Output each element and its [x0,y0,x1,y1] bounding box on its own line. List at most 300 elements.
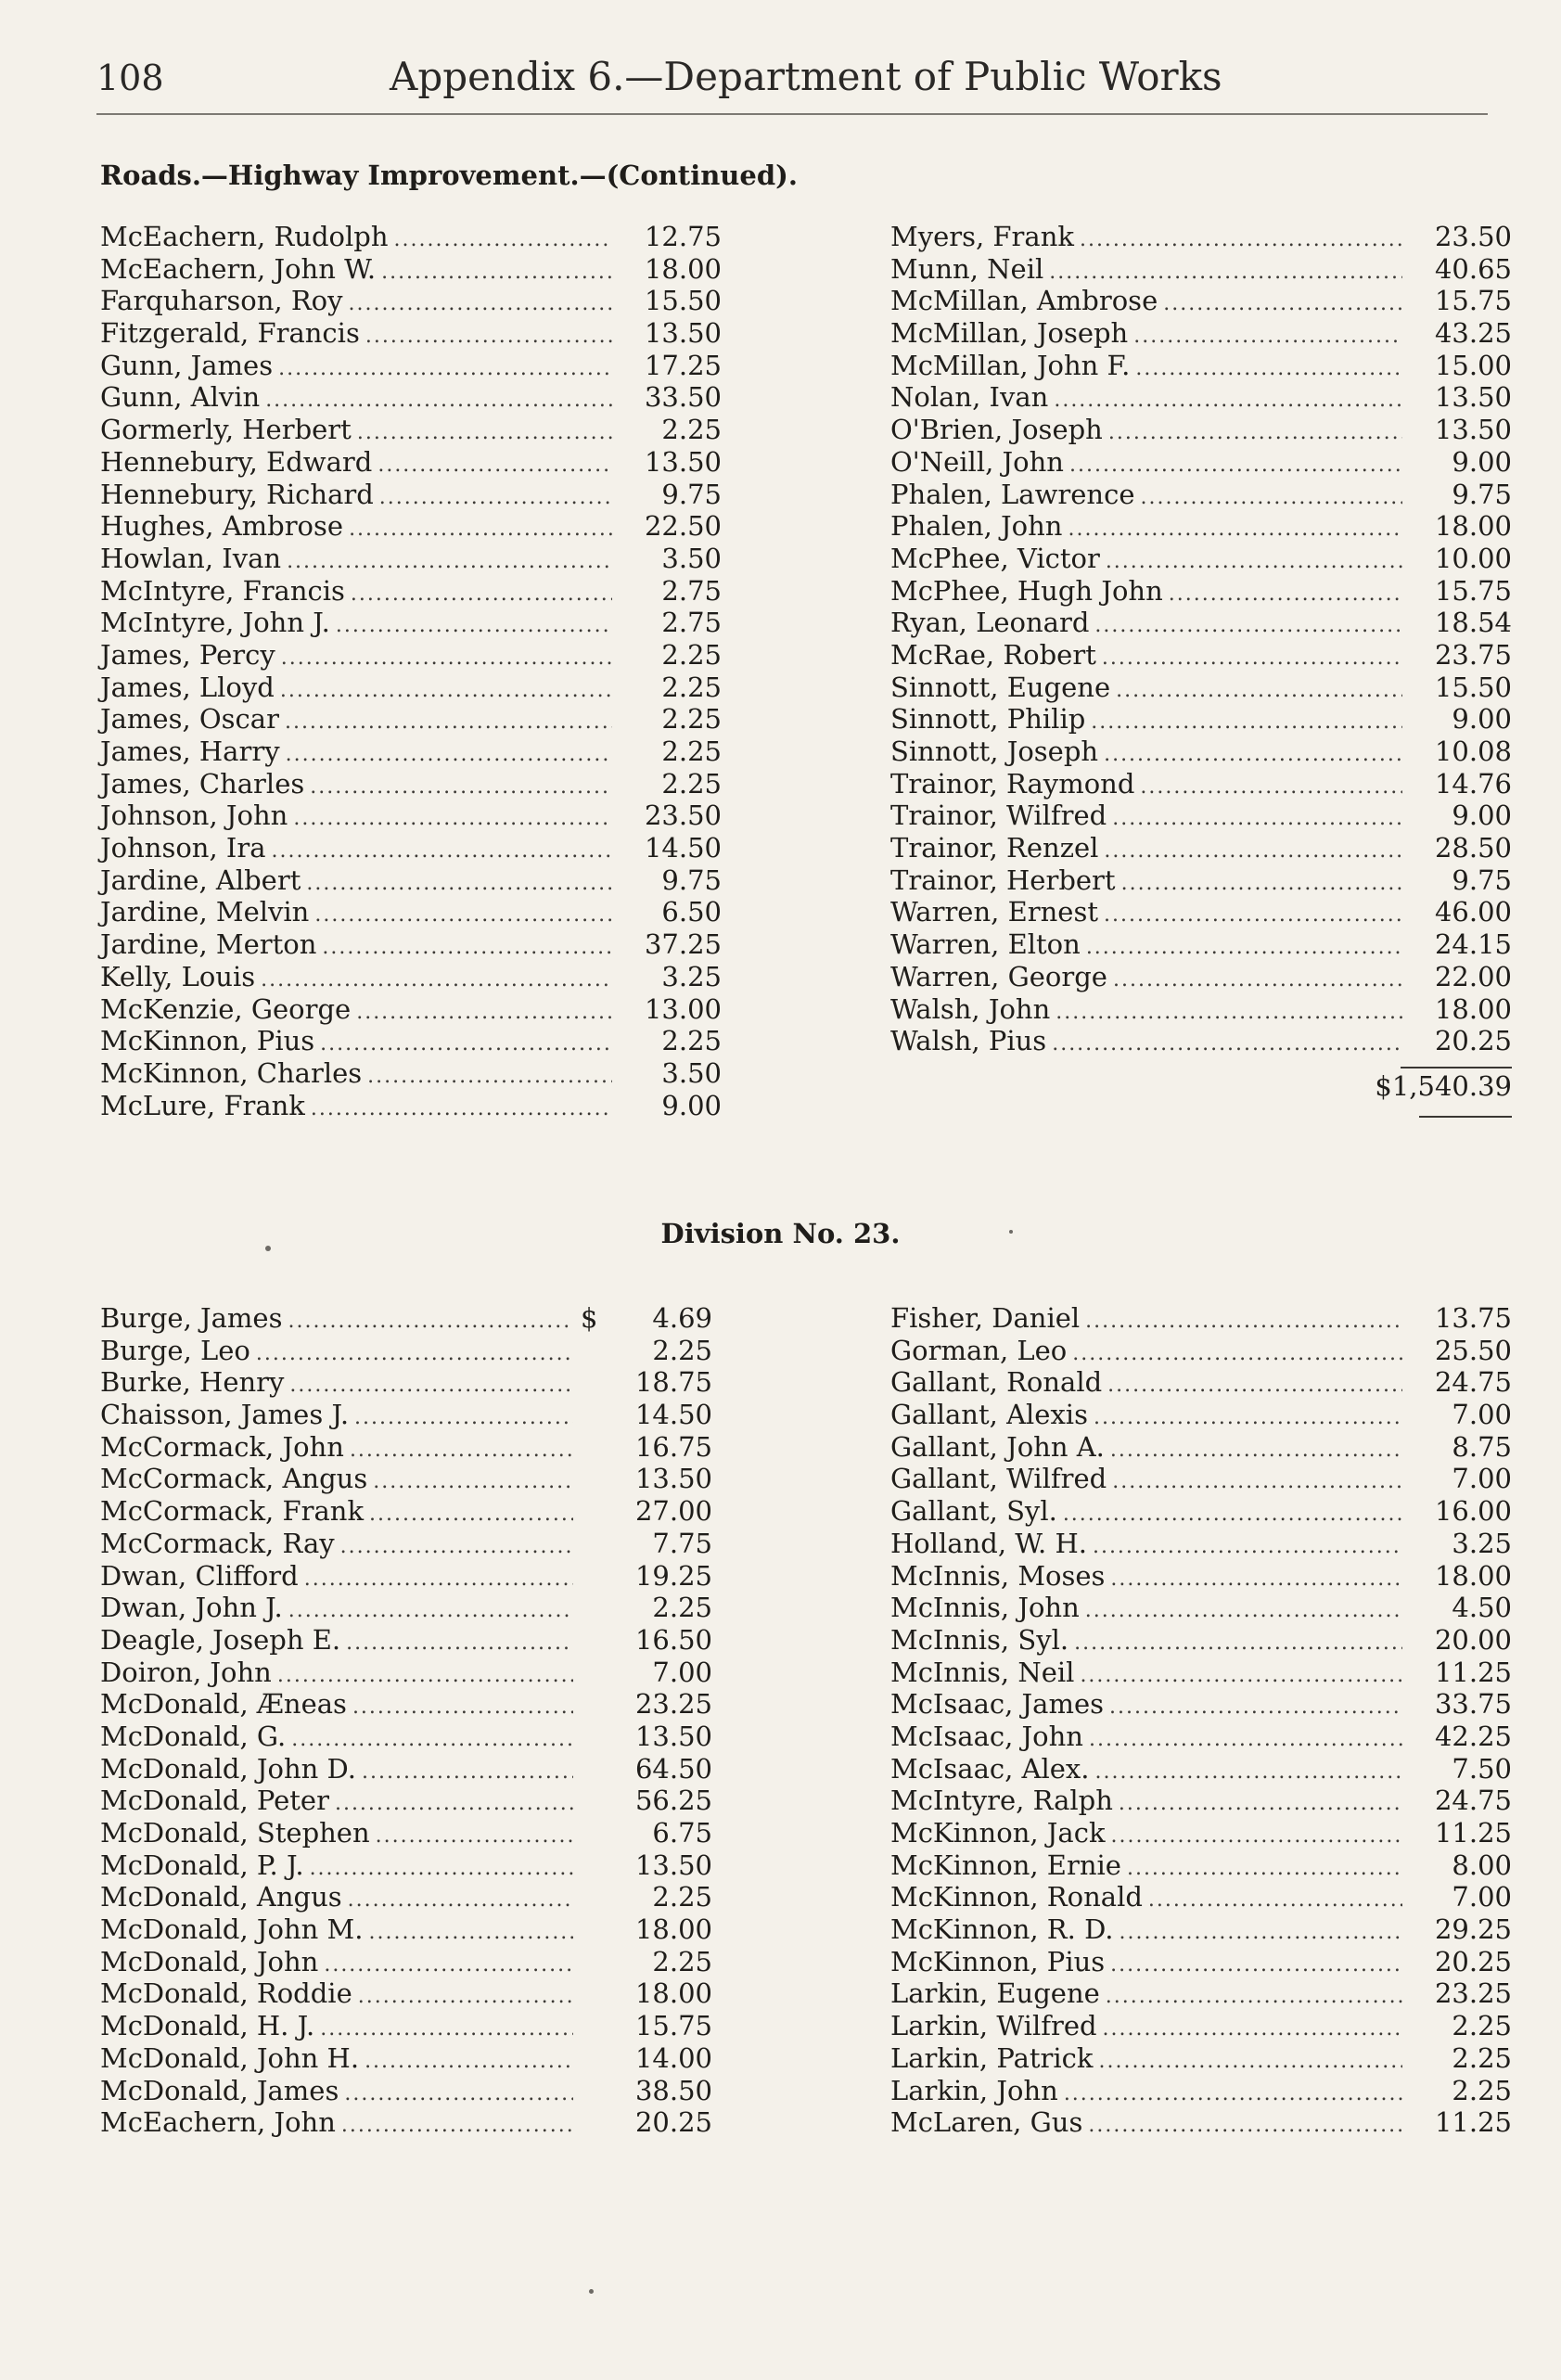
dot-leader [1094,610,1402,643]
dot-leader [381,257,612,289]
dot-leader [1103,2014,1402,2046]
payee-name: McDonald, Roddie [100,1977,352,2010]
page-number: 108 [96,58,164,98]
page-title: Appendix 6.—Department of Public Works [390,54,1222,99]
payment-amount: 2.25 [1452,2010,1512,2042]
payment-amount: 42.25 [1434,1720,1512,1752]
dot-leader [368,1917,573,1950]
payment-amount: 15.00 [1434,349,1512,381]
list-item [100,317,722,350]
payment-amount: 9.00 [1452,800,1512,832]
list-item [100,736,722,768]
payee-name: McLaren, Gus [890,2106,1083,2139]
payee-name: Fisher, Daniel [890,1302,1081,1334]
payment-amount: 13.50 [1434,381,1512,414]
payment-amount: 18.00 [1434,992,1512,1025]
payment-amount: 15.75 [1434,574,1512,607]
payee-name: McPhee, Victor [890,542,1100,574]
list-item [100,1721,712,1753]
list-item [100,1302,712,1335]
list-item [100,575,722,608]
payment-amount: 18.54 [1434,607,1512,639]
payee-name: McDonald, Stephen [100,1817,370,1849]
payment-amount: 6.75 [652,1817,712,1849]
dot-leader [349,514,612,546]
payment-amount: 2.25 [661,767,722,800]
list-item [890,2042,1512,2075]
payment-amount: 22.50 [644,510,722,543]
list-item [100,1366,712,1399]
payee-name: McKinnon, Pius [890,1945,1106,1977]
payee-name: O'Brien, Joseph [890,414,1103,446]
list-item [890,1688,1512,1721]
payee-name: Johnson, Ira [100,832,266,864]
payment-amount: 9.75 [1452,478,1512,510]
list-item [100,446,722,479]
payee-name: McDonald, John [100,1945,319,1977]
dot-leader [354,1402,573,1435]
print-speck [265,1246,271,1251]
payee-name: McDonald, John D. [100,1752,356,1785]
list-item [100,1335,712,1367]
list-item [100,2042,712,2075]
dot-leader [1109,1692,1402,1724]
dot-leader [1121,868,1402,901]
dot-leader [272,836,612,868]
dot-leader [291,1724,573,1757]
dot-leader [304,1564,573,1596]
list-item [890,1592,1512,1624]
dot-leader [1104,900,1402,932]
payee-name: Fitzgerald, Francis [100,317,360,350]
dot-leader [306,868,612,901]
payee-name: McIntyre, Ralph [890,1785,1113,1817]
payment-amount: 13.75 [1434,1302,1512,1334]
dot-leader [314,900,612,932]
payee-name: McKinnon, R. D. [890,1913,1114,1946]
list-item [100,510,722,543]
payment-amount: 28.50 [1434,832,1512,864]
dot-leader [357,417,612,450]
payee-name: McIntyre, John J. [100,607,330,639]
payee-name: McEachern, Rudolph [100,221,389,252]
payment-amount: 24.75 [1434,1366,1512,1399]
list-item [890,414,1512,446]
payee-name: McDonald, Peter [100,1785,329,1817]
payee-name: McLure, Frank [100,1089,305,1121]
list-item [890,832,1512,864]
list-item [890,672,1512,704]
payment-amount: 11.25 [1434,1817,1512,1849]
payment-amount: 13.50 [634,1720,712,1752]
dot-leader [1113,965,1402,997]
dot-leader [286,739,612,772]
list-item [100,221,722,253]
dot-leader [1086,932,1402,965]
payee-name: James, Oscar [100,703,279,736]
dot-leader [261,965,612,997]
list-item [100,2010,712,2042]
list-item [100,1946,712,1978]
list-item [890,1624,1512,1657]
dot-leader [362,1757,573,1789]
list-item [890,510,1512,543]
dot-leader [394,224,612,257]
payment-amount: 33.50 [644,381,722,414]
dot-leader [1049,257,1402,289]
list-item [100,2106,712,2139]
dot-leader [373,1466,573,1499]
payment-amount: 20.25 [1434,1025,1512,1057]
payee-name: McInnis, Neil [890,1656,1075,1688]
list-item [890,1753,1512,1785]
payee-name: Sinnott, Joseph [890,736,1099,767]
payment-amount: 29.25 [1434,1913,1512,1946]
payment-amount: 3.50 [661,1056,722,1089]
payment-amount: 11.25 [1434,2106,1512,2139]
list-item [890,703,1512,736]
list-item [890,285,1512,317]
dot-leader [288,1595,573,1628]
list-item [890,736,1512,768]
payee-name: James, Percy [100,638,275,671]
list-item [890,221,1512,253]
payee-name: McKenzie, George [100,992,352,1025]
payment-amount: 8.75 [1452,1430,1512,1463]
payee-name: McMillan, John F. [890,349,1131,381]
list-item [100,961,722,993]
list-item [100,896,722,928]
payment-amount: 23.25 [634,1688,712,1721]
list-item [890,1463,1512,1495]
dot-leader [346,1628,573,1660]
list-item [890,2075,1512,2107]
list-item [100,1399,712,1431]
dot-leader [293,803,612,836]
dot-leader [277,1660,573,1693]
payment-amount: 9.75 [661,864,722,896]
payment-amount: 43.25 [1434,317,1512,350]
dot-leader [1119,1788,1402,1821]
dot-leader [265,385,612,417]
payee-name: Larkin, Patrick [890,2041,1094,2074]
list-item [100,1057,722,1090]
payee-name: Larkin, John [890,2074,1058,2106]
payment-amount: 14.00 [634,2041,712,2074]
dot-leader [1064,2079,1402,2111]
list-item [890,1025,1512,1057]
list-item [890,543,1512,575]
list-item [890,317,1512,350]
dot-leader [289,1370,573,1402]
list-item [100,350,722,382]
list-item [100,1688,712,1721]
dot-leader [1091,707,1402,739]
payment-amount: 16.75 [634,1430,712,1463]
list-item [890,768,1512,800]
payee-name: McIsaac, James [890,1688,1104,1721]
list-item [890,446,1512,479]
payment-amount: 20.25 [1434,1945,1512,1977]
payment-amount: 4.69 [652,1302,712,1334]
payment-amount: 7.00 [1452,1881,1512,1913]
payment-amount: 23.50 [644,800,722,832]
payment-amount: 14.76 [1434,767,1512,800]
dot-leader [376,1821,573,1853]
continued-right-column [890,221,1512,1118]
payee-name: Trainor, Raymond [890,767,1135,800]
payee-name: McKinnon, Ronald [890,1881,1143,1913]
list-item [100,253,722,286]
payment-amount: 2.25 [661,1025,722,1057]
payment-amount: 9.00 [661,1089,722,1121]
list-item [100,1657,712,1689]
payee-name: Farquharson, Roy [100,285,343,317]
payment-amount: 3.25 [661,960,722,992]
dot-leader [322,932,612,965]
payee-name: Jardine, Melvin [100,896,310,928]
payment-amount: 64.50 [634,1752,712,1785]
list-item [100,993,722,1026]
payment-amount: 2.25 [1452,2041,1512,2074]
dot-leader [1107,1370,1402,1402]
payment-amount: 2.25 [661,414,722,446]
print-speck [589,2289,594,2294]
payee-name: Munn, Neil [890,252,1044,285]
payment-amount: 14.50 [644,832,722,864]
list-item [100,1624,712,1657]
payee-name: McDonald, James [100,2074,339,2106]
payment-amount: 24.75 [1434,1785,1512,1817]
payment-amount: 8.00 [1452,1849,1512,1881]
payee-name: Hennebury, Richard [100,478,374,510]
list-item [890,1849,1512,1882]
list-item [100,607,722,639]
payee-name: Holland, W. H. [890,1527,1087,1559]
dot-leader [324,1950,573,1982]
dot-leader [1116,675,1402,708]
payee-name: Phalen, Lawrence [890,478,1135,510]
payment-amount: 16.00 [1434,1495,1512,1528]
list-item [100,1025,722,1057]
dot-leader [352,1692,573,1724]
list-item [890,381,1512,414]
payment-amount: 2.25 [652,1945,712,1977]
division-right-column [890,1302,1512,2139]
list-item [890,639,1512,672]
dot-leader [349,288,612,321]
payment-amount: 6.50 [661,896,722,928]
list-item [890,800,1512,832]
payment-amount: 16.50 [634,1623,712,1656]
payee-name: McKinnon, Jack [890,1817,1106,1849]
payment-amount: 15.50 [1434,671,1512,703]
currency-symbol: $ [581,1302,598,1334]
payee-name: McRae, Robert [890,638,1096,671]
payment-amount: 2.25 [1452,2074,1512,2106]
payee-name: McKinnon, Ernie [890,1849,1121,1881]
list-item [890,1335,1512,1367]
payee-name: McIntyre, Francis [100,574,345,607]
list-item [100,1881,712,1913]
payee-name: Trainor, Wilfred [890,800,1107,832]
header-rule [96,113,1488,115]
list-item [100,832,722,864]
dot-leader [320,2014,573,2046]
dot-leader [1133,321,1402,353]
payment-amount: 3.25 [1452,1527,1512,1559]
payee-name: Deagle, Joseph E. [100,1623,341,1656]
dot-leader [1108,417,1402,450]
payment-amount: 33.75 [1434,1688,1512,1721]
payee-name: Larkin, Wilfred [890,2010,1097,2042]
dot-leader [1068,514,1402,546]
total-amount: $1,540.39 [1375,1069,1512,1102]
page-header [96,54,1488,119]
payee-name: Chaisson, James J. [100,1399,350,1431]
list-item [890,350,1512,382]
list-item [100,1431,712,1464]
payee-name: Gorman, Leo [890,1334,1068,1366]
payment-amount: 18.75 [634,1366,712,1399]
payee-name: Larkin, Eugene [890,1977,1100,2010]
payee-name: McInnis, Syl. [890,1623,1069,1656]
dot-leader [1104,739,1402,772]
payment-amount: 2.25 [661,671,722,703]
dot-leader [281,643,612,675]
list-item [890,1657,1512,1689]
list-item [100,1753,712,1785]
payee-name: McDonald, G. [100,1720,287,1752]
payee-name: Johnson, John [100,800,288,832]
dot-leader [1163,288,1402,321]
dot-leader [1127,1853,1402,1886]
payment-amount: 23.50 [1434,221,1512,252]
print-speck [1009,1230,1013,1234]
list-item [100,2075,712,2107]
payment-amount: 13.50 [644,445,722,478]
payment-amount: 17.25 [644,349,722,381]
payee-name: McDonald, H. J. [100,2010,315,2042]
dot-leader [1089,1724,1402,1757]
payment-amount: 10.00 [1434,542,1512,574]
list-item [100,1913,712,1946]
dot-leader [1141,482,1402,515]
dot-leader [1135,353,1402,386]
payee-name: Gallant, Wilfred [890,1463,1107,1495]
dot-leader [1098,2046,1402,2079]
list-item [890,961,1512,993]
dot-leader [1148,1885,1402,1917]
list-item [100,1849,712,1882]
payee-name: McInnis, John [890,1592,1080,1624]
division-heading: Division No. 23. [660,1218,901,1249]
payment-amount: 37.25 [644,928,722,961]
payment-amount: 2.25 [652,1334,712,1366]
payee-name: McEachern, John [100,2106,336,2139]
payment-amount: 18.00 [644,252,722,285]
dot-leader [1054,385,1402,417]
list-item [100,1977,712,2010]
dot-leader [367,1061,612,1094]
list-item [890,1302,1512,1335]
dot-leader [288,1306,573,1338]
payee-name: Dwan, John J. [100,1592,283,1624]
dot-leader [377,450,612,482]
dot-leader [1094,1757,1402,1789]
dot-leader [356,997,612,1030]
payment-amount: 40.65 [1434,252,1512,285]
dot-leader [348,1885,573,1917]
list-item [890,1785,1512,1817]
payment-amount: 14.50 [634,1399,712,1431]
list-item [100,1463,712,1495]
dot-leader [1112,1466,1402,1499]
payment-amount: 13.50 [634,1463,712,1495]
dot-leader [1110,1950,1402,1982]
payment-amount: 2.75 [661,574,722,607]
list-item [890,1946,1512,1978]
payment-amount: 38.50 [634,2074,712,2106]
dot-leader [1106,1981,1402,2014]
payee-name: Walsh, Pius [890,1025,1047,1057]
payee-name: Gunn, James [100,349,274,381]
division-left-column [100,1302,712,2139]
payee-name: Warren, Ernest [890,896,1098,928]
payee-name: McCormack, Frank [100,1495,365,1528]
payment-amount: 15.75 [1434,285,1512,317]
list-item [890,896,1512,928]
payment-amount: 9.00 [1452,703,1512,736]
list-item [890,1366,1512,1399]
list-item [100,1495,712,1528]
dot-leader [310,1853,573,1886]
list-item [100,381,722,414]
dot-leader [1094,1402,1402,1435]
payment-amount: 18.00 [1434,1559,1512,1592]
list-item [890,607,1512,639]
payee-name: McIsaac, John [890,1720,1083,1752]
payee-name: O'Neill, John [890,445,1064,478]
dot-leader [1104,836,1402,868]
payment-amount: 20.00 [1434,1623,1512,1656]
payment-amount: 7.00 [652,1656,712,1688]
list-item [100,639,722,672]
list-item [890,1495,1512,1528]
payment-amount: 25.50 [1434,1334,1512,1366]
dot-leader [350,1435,573,1467]
payee-name: Gallant, John A. [890,1430,1105,1463]
list-item [890,1399,1512,1431]
dot-leader [287,546,612,579]
payment-amount: 12.75 [644,221,722,252]
dot-leader [1169,579,1402,611]
payee-name: Phalen, John [890,510,1063,543]
payee-name: McKinnon, Pius [100,1025,315,1057]
list-item [100,1560,712,1593]
dot-leader [351,579,612,611]
list-item [100,543,722,575]
list-item [890,993,1512,1026]
section-heading: Roads.—Highway Improvement.—(Continued). [100,160,798,191]
payment-amount: 56.25 [634,1785,712,1817]
list-item [890,928,1512,961]
list-item [100,1528,712,1560]
list-item [100,928,722,961]
payee-name: Nolan, Ivan [890,381,1049,414]
payment-amount: 2.25 [652,1592,712,1624]
payment-amount: 4.50 [1452,1592,1512,1624]
